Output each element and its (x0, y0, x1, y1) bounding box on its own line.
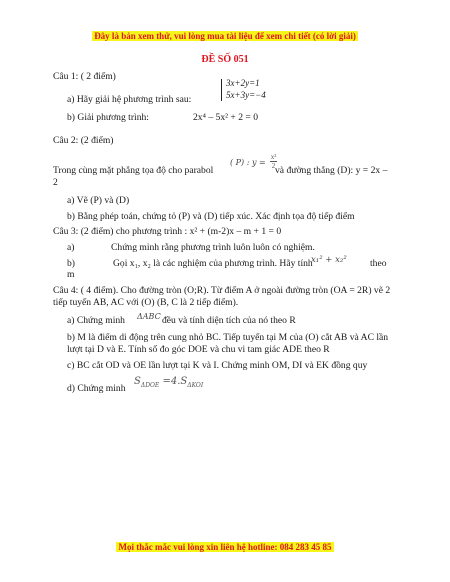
q1-eq2: 5x+3y=−4 (226, 90, 266, 100)
q4-part-d-prefix: d) Chứng minh (67, 383, 126, 394)
q3-part-a: Chứng minh rằng phương trình luôn luôn có nghiệm. (111, 242, 315, 253)
q1-part-b-label: b) Giải phương trình: (67, 112, 149, 123)
q2-intro-right: và đường thẳng (D): y = 2x – (275, 165, 388, 176)
parabola-lhs: ( P) : y = (230, 158, 266, 167)
area-ratio-formula (134, 376, 203, 389)
q3-heading: Câu 3: (2 điểm) cho phương trình : x² + (m-2)x – m + 1 = 0 (53, 226, 282, 237)
area-symbol: S (134, 376, 141, 387)
q4-intro: Câu 4: ( 4 điểm). Cho đường tròn (O;R). Từ điểm A ở ngoài đường tròn (OA = 2R) vẽ 2 tiếp tuyến AB, AC với (O) (B, C là 2 tiếp điểm). (53, 285, 391, 308)
q4-part-b: b) M là điểm di động trên cung nhỏ BC. Tiếp tuyến tại M của (O) cắt AB và AC lần lượt tại D và E. Tính số đo góc DOE và chu vi tam giác ADE theo R (67, 332, 389, 355)
q4-part-a-suffix: đều và tính diện tích của nó theo R (162, 315, 296, 326)
q2-intro-left: Trong cùng mặt phẳng tọa độ cho parabol (53, 165, 214, 176)
q3-sum-of-squares: x₁² + x₂² (311, 255, 347, 265)
q2-part-a: a) Vẽ (P) và (D) (67, 195, 130, 206)
q2-part-b: b) Bằng phép toán, chứng tỏ (P) và (D) tiếp xúc. Xác định tọa độ tiếp điểm (67, 211, 355, 222)
parabola-numerator: x² (270, 152, 277, 161)
q1-part-b-equation: 2x⁴ – 5x² + 2 = 0 (193, 112, 259, 123)
q2-intro-continuation: 2 (53, 177, 58, 188)
footer-hotline: Mọi thắc mắc vui lòng xin liên hệ hotline: 084 283 45 85 (118, 542, 332, 552)
doc-title: ĐỀ SỐ 051 (201, 54, 249, 65)
area-subscript-doe: ΔDOE (140, 382, 160, 389)
q4-part-c: c) BC cắt OD và OE lần lượt tại K và I. Chứng minh OM, DI và EK đồng quy (67, 360, 368, 371)
parabola-denominator: 2 (271, 161, 276, 170)
q1-heading: Câu 1: ( 2 điểm) (53, 71, 116, 82)
q3-part-b-continuation: m (67, 269, 75, 280)
footer-row (0, 537, 450, 555)
q3-part-b-label: b) (67, 258, 75, 269)
q3-part-b-tail: theo (370, 258, 387, 269)
q3-part-a-label: a) (67, 242, 75, 253)
q1-part-a: a) Hãy giải hệ phương trình sau: (67, 94, 192, 105)
q4-part-a-prefix: a) Chứng minh (67, 315, 125, 326)
system-brace (221, 79, 222, 101)
q2-heading: Câu 2: (2 điểm) (53, 135, 114, 146)
q1-eq1: 3x+2y=1 (226, 78, 260, 88)
area-subscript-koi: ΔKOI (187, 382, 204, 389)
q3-part-b: Gọi x₁, x₂ là các nghiệm của phương trình. Hãy tính (113, 258, 313, 269)
triangle-abc: ΔABC (137, 312, 161, 321)
area-ratio-middle: =4.S (159, 376, 188, 387)
parabola-formula (230, 152, 277, 170)
header-banner-row (0, 26, 450, 44)
preview-banner: Đây là bản xem thử, vui lòng mua tài liệu để xem chi tiết (có lời giải) (94, 31, 356, 41)
